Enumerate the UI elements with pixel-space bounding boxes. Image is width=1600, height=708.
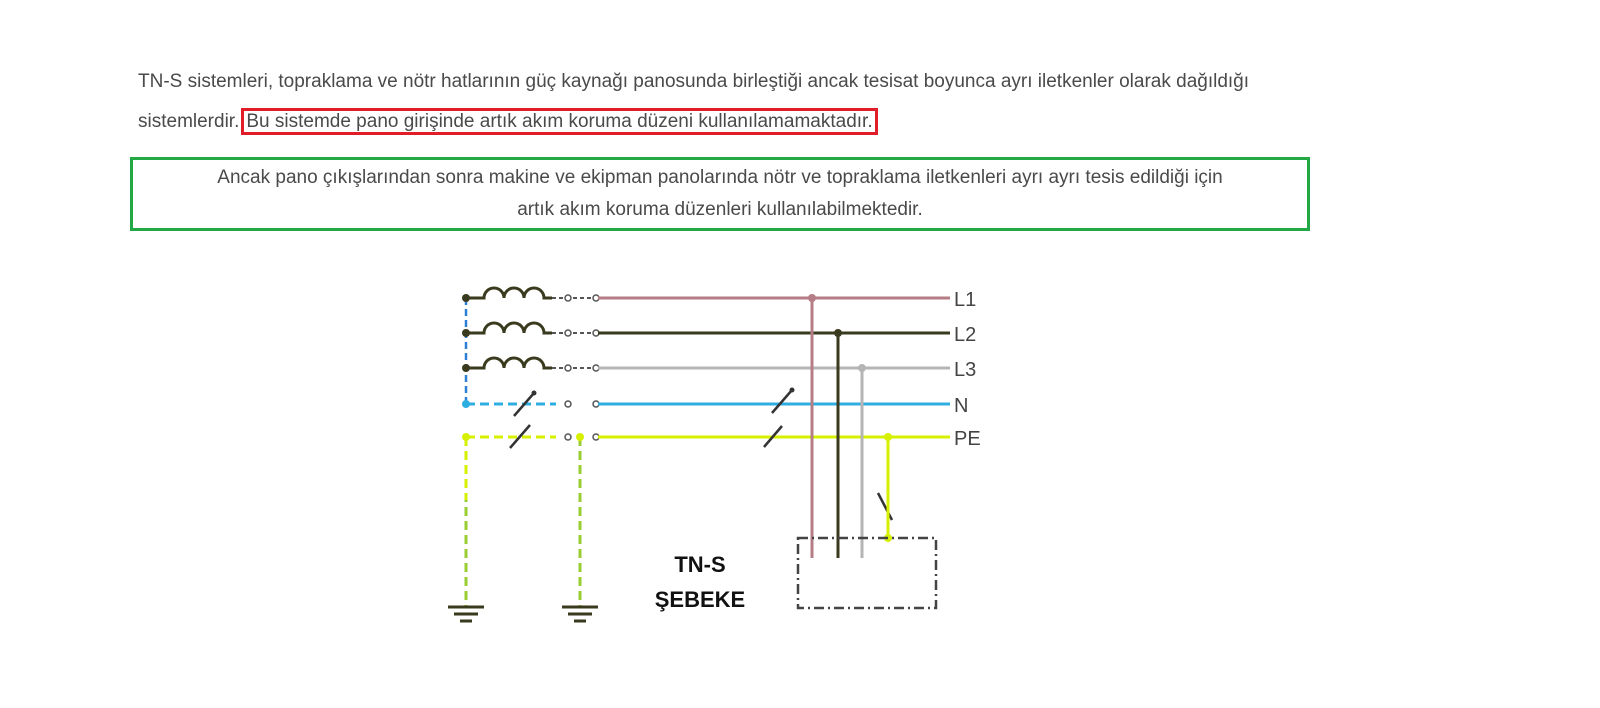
switch-contacts [510, 390, 892, 520]
source-nodes [462, 294, 470, 372]
terminal-links [552, 298, 596, 368]
equipment-enclosure [798, 538, 936, 608]
diagram-title-line-2: ŞEBEKE [654, 587, 746, 612]
diagram-title-line-1: TN-S [674, 552, 726, 577]
green-note-line-2: artık akım koruma düzenleri kullanılabilmektedir. [517, 199, 923, 220]
label-pe: PE [954, 428, 981, 450]
ground-symbol-icon [562, 607, 598, 621]
source-coils [466, 288, 552, 368]
ground-symbol-icon [448, 607, 484, 621]
label-l3: L3 [954, 359, 977, 381]
green-note-line-1: Ancak pano çıkışlarından sonra makine ve ekipman panolarında nötr ve topraklama iletkenleri ayrı ayrı tesis edildiği için [217, 167, 1223, 188]
label-n: N [954, 395, 969, 417]
highlight-red-box: Bu sistemde pano girişinde artık akım koruma düzeni kullanılamamaktadır. [241, 108, 877, 135]
label-l1: L1 [954, 289, 977, 311]
intro-text: TN-S sistemleri, topraklama ve nötr hatlarının güç kaynağı panosunda birleştiği ancak tesisat boyunca ayrı iletkenler olarak dağıldığı sistemlerdir. [138, 71, 1250, 132]
label-l2: L2 [954, 324, 977, 346]
